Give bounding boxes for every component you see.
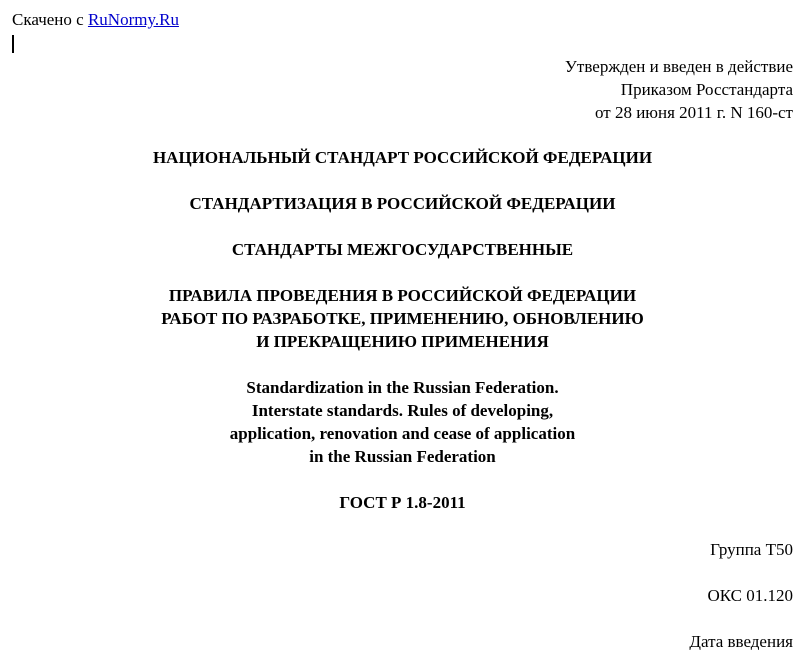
standard-code: ГОСТ Р 1.8-2011 xyxy=(339,493,466,512)
intro-date-label: Дата введения xyxy=(689,632,793,650)
standardization-heading: СТАНДАРТИЗАЦИЯ В РОССИЙСКОЙ ФЕДЕРАЦИИ xyxy=(189,194,616,213)
source-link[interactable]: RuNormy.Ru xyxy=(87,10,179,29)
rules-title xyxy=(0,284,799,353)
rules-title-line: И ПРЕКРАЩЕНИЮ ПРИМЕНЕНИЯ xyxy=(256,332,549,351)
english-title-line: application, renovation and cease of application xyxy=(229,424,576,443)
oks-label: ОКС 01.120 xyxy=(707,586,793,605)
english-title-line: in the Russian Federation xyxy=(309,447,496,466)
approval-line: Приказом Росстандарта xyxy=(620,80,793,99)
english-title-line: Standardization in the Russian Federation. xyxy=(246,378,559,397)
rules-title-line: ПРАВИЛА ПРОВЕДЕНИЯ В РОССИЙСКОЙ ФЕДЕРАЦИИ xyxy=(168,286,637,305)
approval-line: от 28 июня 2011 г. N 160-ст xyxy=(594,103,793,122)
approval-line: Утвержден и введен в действие xyxy=(564,57,793,76)
source-line xyxy=(12,9,179,31)
approval-block xyxy=(565,55,793,124)
group-label: Группа Т50 xyxy=(710,540,793,559)
text-cursor xyxy=(12,35,14,53)
rules-title-line: РАБОТ ПО РАЗРАБОТКЕ, ПРИМЕНЕНИЮ, ОБНОВЛЕНИЮ xyxy=(161,309,644,328)
source-prefix: Скачено с xyxy=(12,10,88,29)
english-title-line: Interstate standards. Rules of developing, xyxy=(251,401,554,420)
english-title xyxy=(0,376,799,468)
interstate-heading: СТАНДАРТЫ МЕЖГОСУДАРСТВЕННЫЕ xyxy=(231,240,574,259)
national-standard-heading: НАЦИОНАЛЬНЫЙ СТАНДАРТ РОССИЙСКОЙ ФЕДЕРАЦИИ xyxy=(152,148,653,167)
